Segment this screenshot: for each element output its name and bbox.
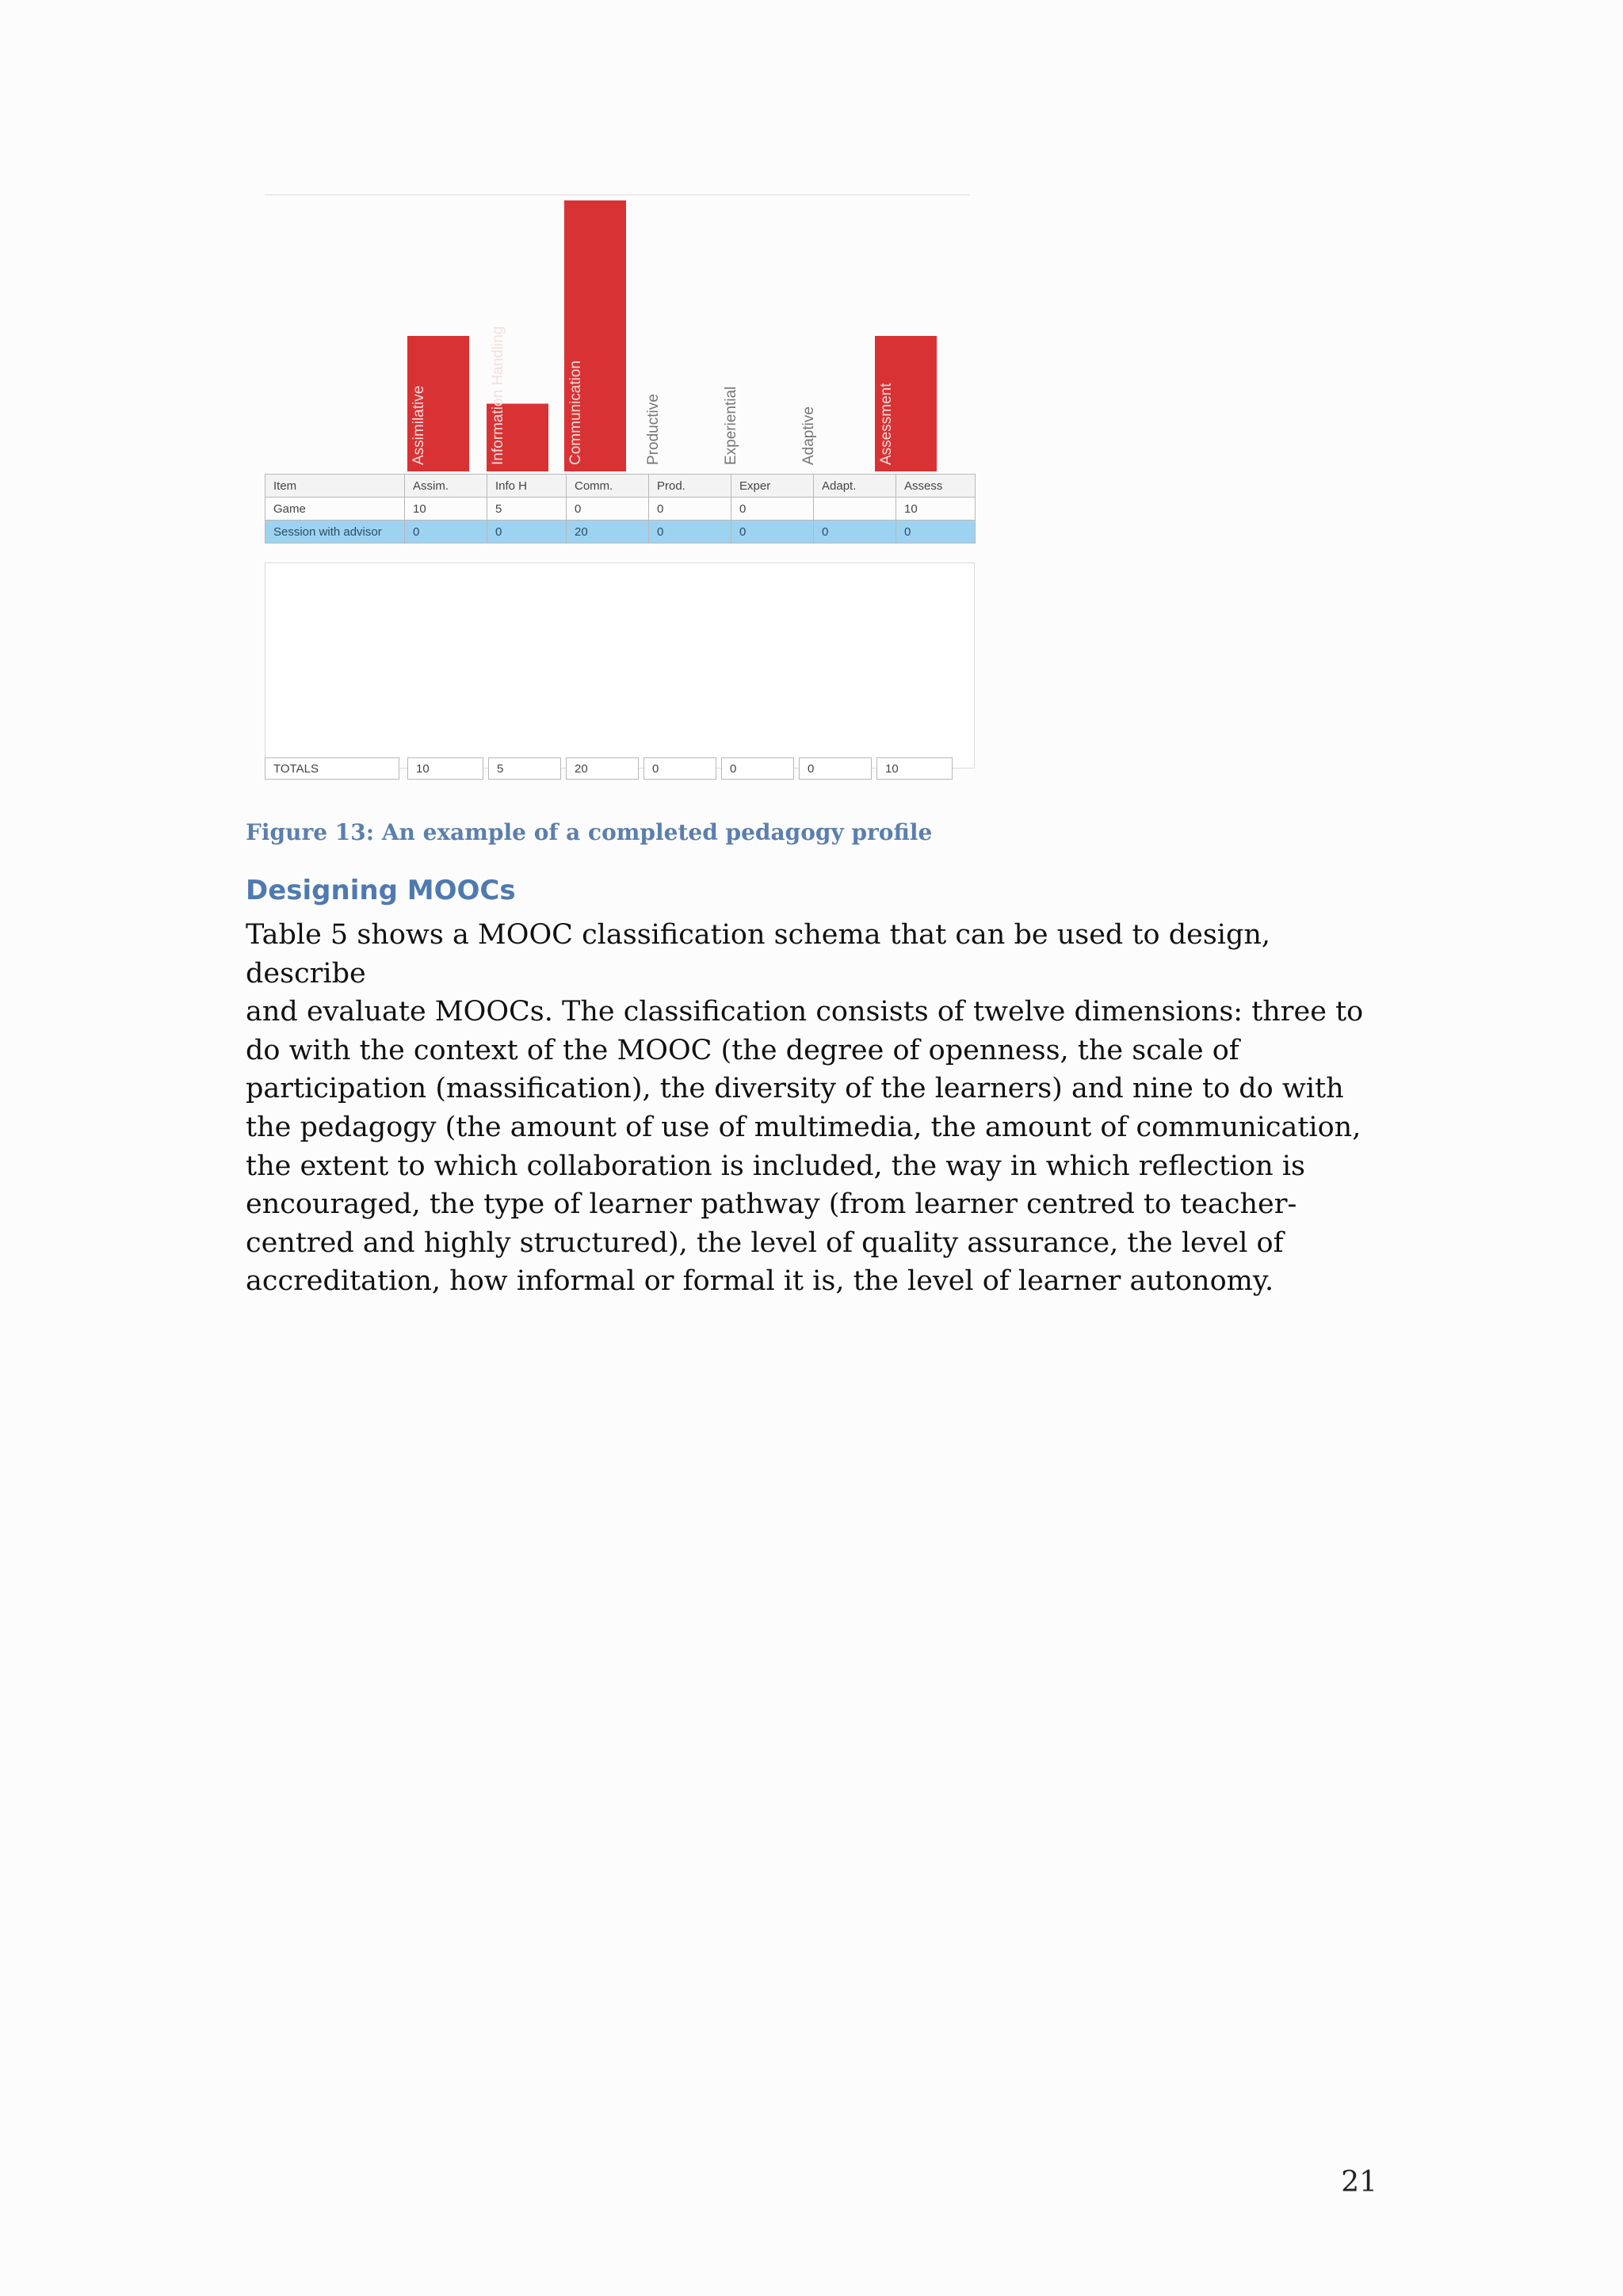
body-line: the extent to which collaboration is included, the way in which reflection is bbox=[246, 1150, 1306, 1182]
table-cell: 0 bbox=[731, 498, 814, 521]
column-header: Exper bbox=[731, 475, 814, 498]
table-cell: 0 bbox=[731, 521, 814, 543]
table-header-row bbox=[265, 475, 976, 498]
totals-cell: 20 bbox=[566, 757, 639, 780]
bar-chart bbox=[257, 192, 975, 474]
body-line: do with the context of the MOOC (the degree of openness, the scale of bbox=[246, 1034, 1239, 1066]
table-cell: Session with advisor bbox=[265, 521, 405, 543]
table-cell: 0 bbox=[814, 521, 896, 543]
table-empty-area bbox=[265, 563, 975, 769]
table-cell: 10 bbox=[896, 498, 976, 521]
table-cell bbox=[814, 498, 896, 521]
totals-cell: 0 bbox=[799, 757, 872, 780]
table-row bbox=[265, 498, 976, 521]
body-line: accreditation, how informal or formal it is, the level of learner autonomy. bbox=[246, 1265, 1274, 1298]
column-header: Adapt. bbox=[814, 475, 896, 498]
totals-label: TOTALS bbox=[265, 757, 399, 780]
table-cell: Game bbox=[265, 498, 405, 521]
figure-caption: Figure 13: An example of a completed pedagogy profile bbox=[246, 819, 933, 845]
column-header: Item bbox=[265, 475, 405, 498]
table-cell: 0 bbox=[649, 521, 731, 543]
body-paragraph bbox=[246, 916, 1371, 1301]
body-line: Table 5 shows a MOOC classification schema that can be used to design, describe bbox=[246, 919, 1271, 990]
table-cell: 0 bbox=[896, 521, 976, 543]
table-cell: 0 bbox=[649, 498, 731, 521]
column-header: Assim. bbox=[405, 475, 487, 498]
pedagogy-profile-figure bbox=[257, 192, 975, 792]
bar-label: Experiential bbox=[723, 386, 739, 465]
bar-label: Adaptive bbox=[800, 406, 817, 465]
table-cell: 20 bbox=[567, 521, 649, 543]
body-line: centred and highly structured), the level of quality assurance, the level of bbox=[246, 1226, 1284, 1259]
table-cell: 0 bbox=[567, 498, 649, 521]
bar-label: Communication bbox=[567, 360, 584, 465]
table-cell: 5 bbox=[487, 498, 567, 521]
table-cell: 10 bbox=[405, 498, 487, 521]
table-row-selected bbox=[265, 521, 976, 543]
totals-cell: 10 bbox=[407, 757, 483, 780]
totals-cell: 5 bbox=[488, 757, 561, 780]
bar-label: Productive bbox=[645, 394, 662, 465]
totals-cell: 0 bbox=[643, 757, 716, 780]
table-cell: 0 bbox=[405, 521, 487, 543]
bar-label: Assimilative bbox=[411, 385, 427, 465]
body-line: encouraged, the type of learner pathway (from learner centred to teacher- bbox=[246, 1188, 1297, 1221]
table-cell: 0 bbox=[487, 521, 567, 543]
body-line: the pedagogy (the amount of use of multimedia, the amount of communication, bbox=[246, 1111, 1361, 1143]
column-header: Prod. bbox=[649, 475, 731, 498]
profile-table bbox=[265, 474, 976, 543]
bar-label: Assessment bbox=[878, 383, 895, 465]
bar-label: Information Handling bbox=[490, 326, 506, 465]
column-header: Assess bbox=[896, 475, 976, 498]
body-line: and evaluate MOOCs. The classification consists of twelve dimensions: three to bbox=[246, 996, 1364, 1028]
totals-cell: 10 bbox=[876, 757, 953, 780]
body-line: participation (massification), the diversity of the learners) and nine to do with bbox=[246, 1073, 1344, 1105]
totals-cell: 0 bbox=[721, 757, 794, 780]
column-header: Comm. bbox=[567, 475, 649, 498]
page-number: 21 bbox=[1341, 2166, 1377, 2199]
section-heading: Designing MOOCs bbox=[246, 875, 516, 906]
column-header: Info H bbox=[487, 475, 567, 498]
